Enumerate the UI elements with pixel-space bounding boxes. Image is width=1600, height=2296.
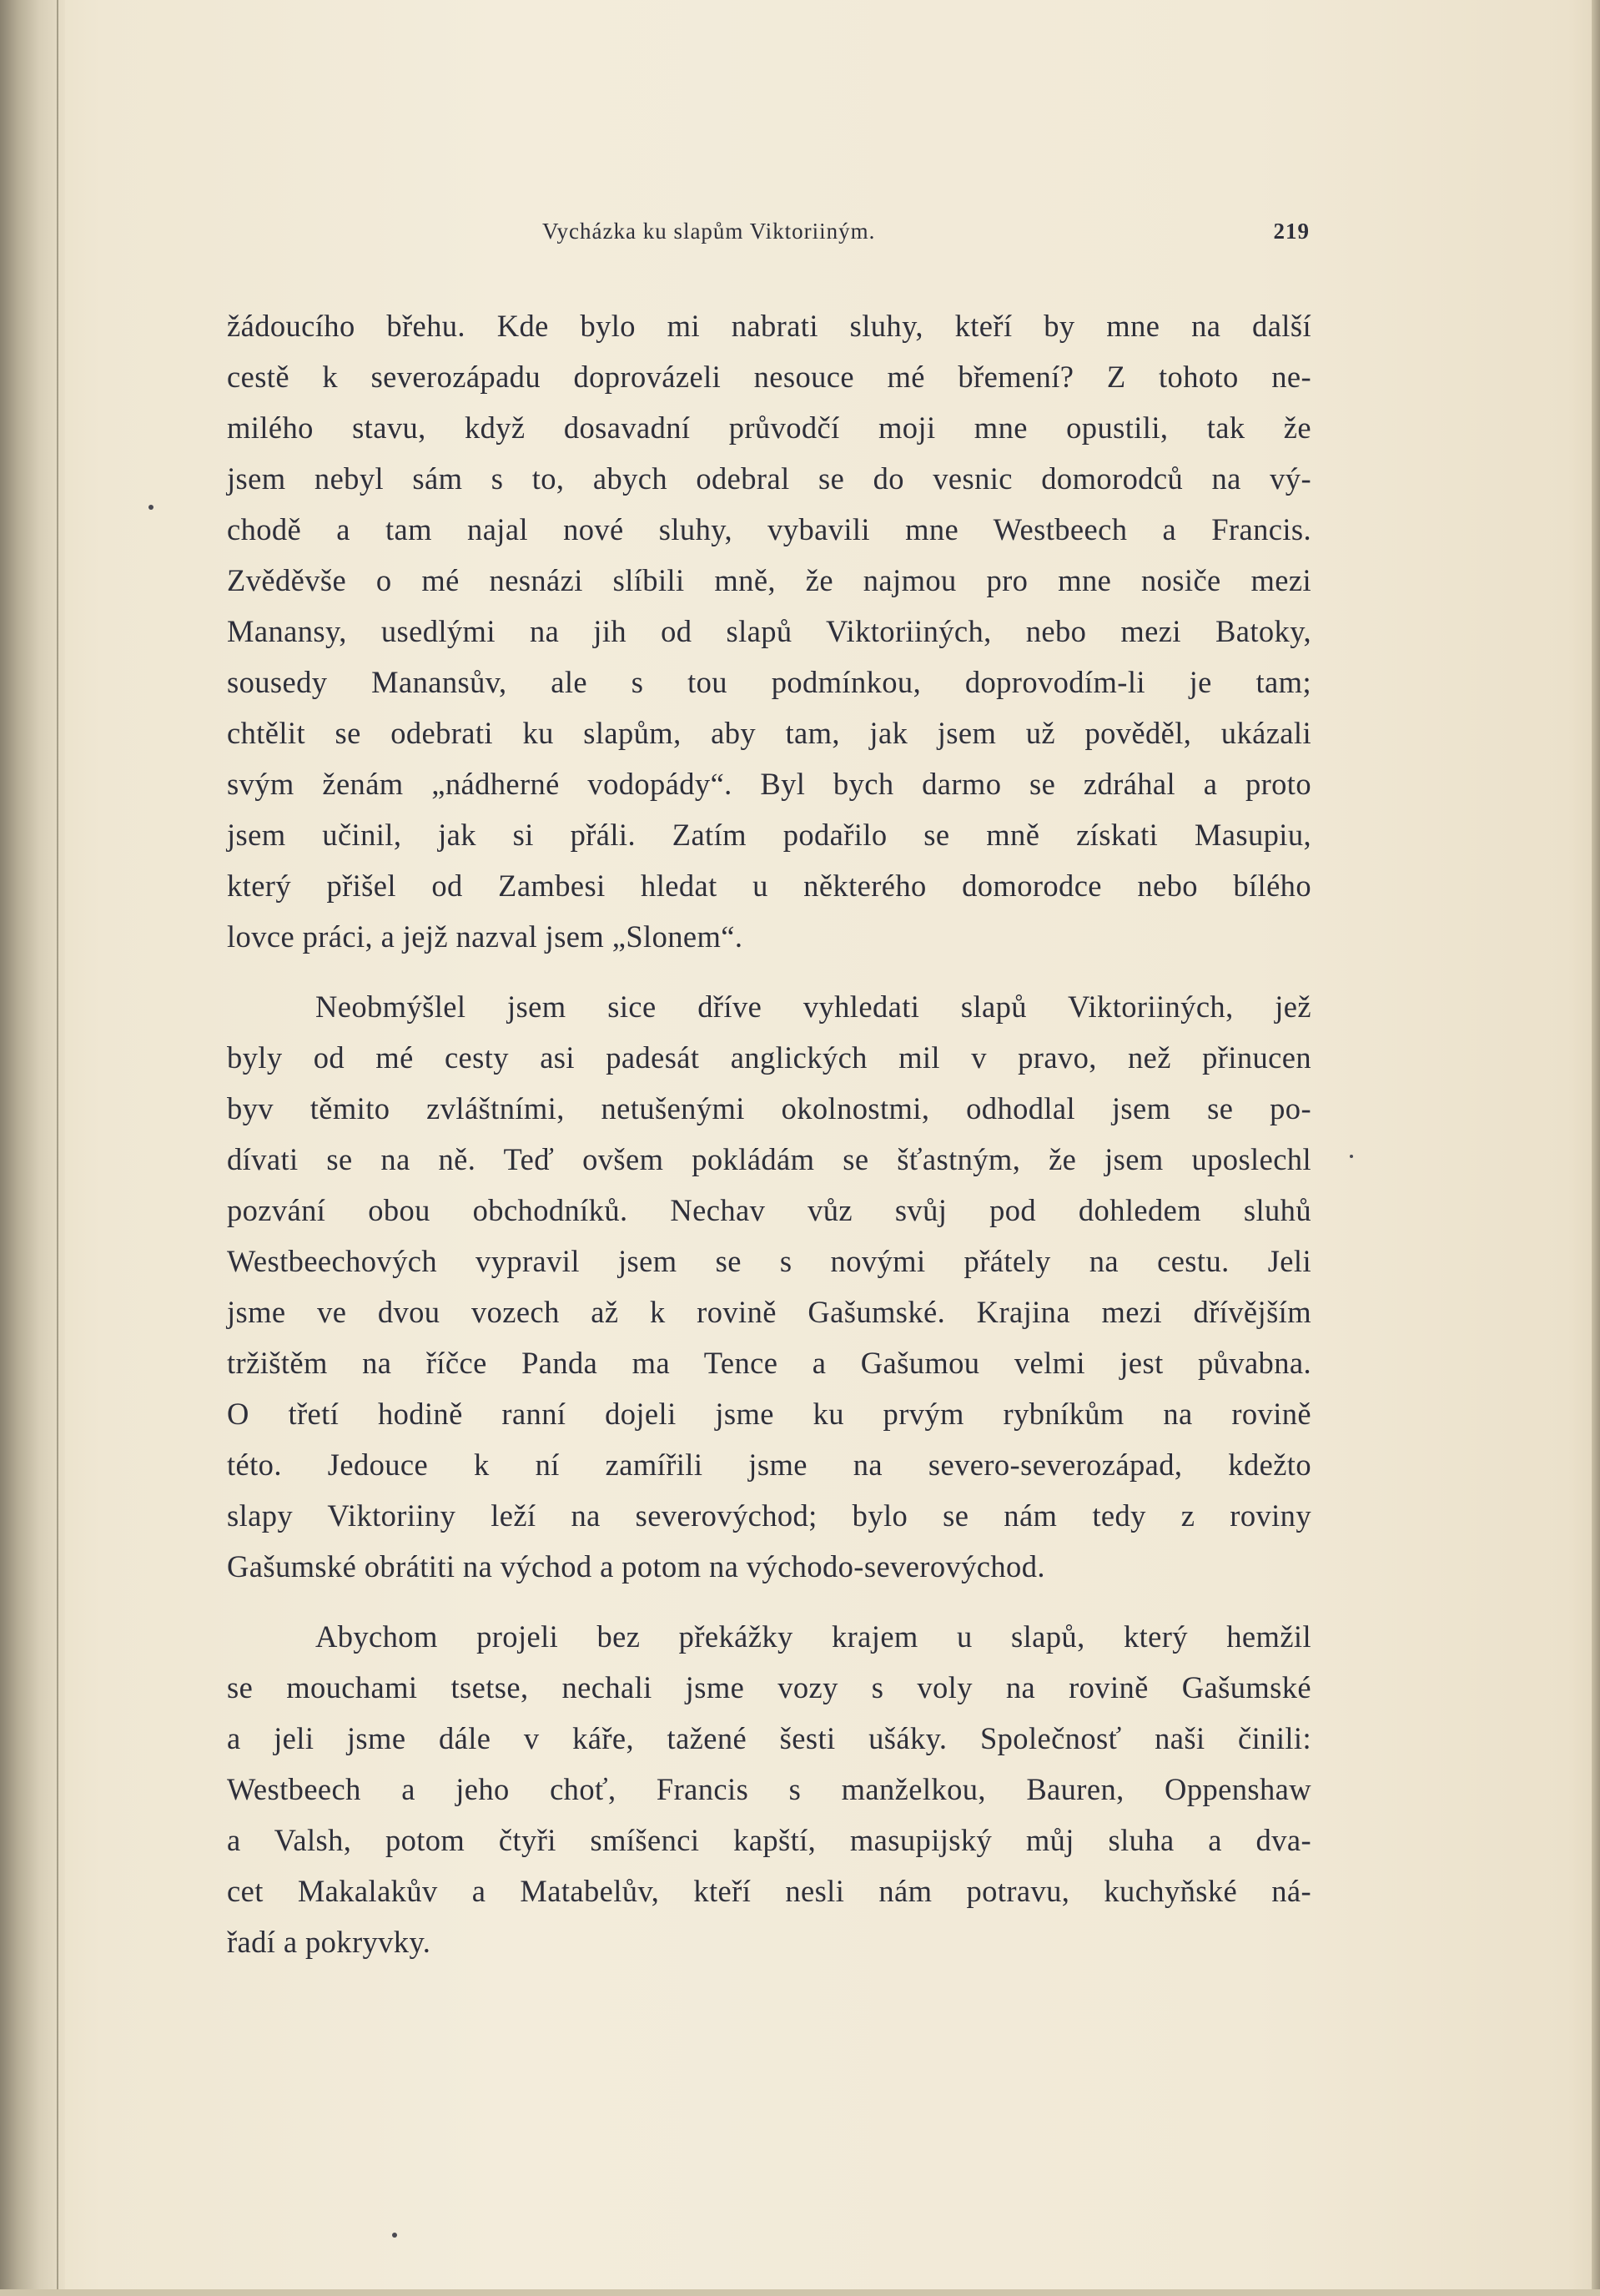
text-line: řadí a pokryvky. — [227, 1925, 431, 1959]
text-line: žádoucího břehu. Kde bylo mi nabrati sluhy, kteří by mne na další — [227, 309, 1311, 343]
text-line: svým ženám „nádherné vodopády“. Byl bych darmo se zdráhal a proto — [227, 767, 1311, 801]
text-line: pozvání obou obchodníků. Nechav vůz svůj pod dohledem sluhů — [227, 1193, 1311, 1227]
running-title: Vycházka ku slapům Viktoriiným. — [542, 219, 876, 244]
text-line: tržištěm na říčce Panda ma Tence a Gašumou velmi jest půvabna. — [227, 1346, 1311, 1380]
text-line: lovce práci, a jejž nazval jsem „Slonem“. — [227, 919, 743, 954]
text-line: cet Makalakův a Matabelův, kteří nesli nám potravu, kuchyňské ná- — [227, 1874, 1311, 1908]
text-line: chodě a tam najal nové sluhy, vybavili mne Westbeech a Francis. — [227, 512, 1311, 546]
text-line: Zvěděvše o mé nesnázi slíbili mně, že najmou pro mne nosiče mezi — [227, 563, 1311, 597]
text-line: a jeli jsme dále v káře, tažené šesti ušáky. Společnosť naši činili: — [227, 1721, 1311, 1755]
paragraph-2 — [227, 981, 1311, 1592]
text-line: se mouchami tsetse, nechali jsme vozy s voly na rovině Gašumské — [227, 1670, 1311, 1704]
text-line: milého stavu, když dosavadní průvodčí moji mne opustili, tak že — [227, 410, 1311, 445]
book-binding-shadow — [0, 0, 65, 2296]
paragraph-3 — [227, 1611, 1311, 1967]
text-line: dívati se na ně. Teď ovšem pokládám se šťastným, že jsem uposlechl — [227, 1142, 1311, 1176]
text-line: slapy Viktoriiny leží na severovýchod; bylo se nám tedy z roviny — [227, 1498, 1311, 1533]
text-line: Westbeech a jeho choť, Francis s manželkou, Bauren, Oppenshaw — [227, 1772, 1311, 1806]
text-line: O třetí hodině ranní dojeli jsme ku prvým rybníkům na rovině — [227, 1397, 1311, 1431]
text-line: byly od mé cesty asi padesát anglických mil v pravo, než přinucen — [227, 1040, 1311, 1075]
text-line: Neobmýšlel jsem sice dříve vyhledati slapů Viktoriiných, jež — [315, 989, 1311, 1024]
running-header — [234, 219, 1310, 249]
text-line: cestě k severozápadu doprovázeli nesouce mé břemení? Z tohoto ne- — [227, 360, 1311, 394]
text-line: jsem nebyl sám s to, abych odebral se do vesnic domorodců na vý- — [227, 461, 1311, 496]
text-line: a Valsh, potom čtyři smíšenci kapští, masupijský můj sluha a dva- — [227, 1823, 1311, 1857]
paragraph-gap — [227, 1592, 1311, 1611]
spine-line — [57, 0, 58, 2296]
body-text — [227, 300, 1311, 1967]
page-bottom-edge — [0, 2289, 1600, 2296]
text-line: Manansy, usedlými na jih od slapů Viktoriiných, nebo mezi Batoky, — [227, 614, 1311, 648]
ink-speck — [148, 505, 153, 510]
paragraph-1 — [227, 300, 1311, 962]
text-line: Gašumské obrátiti na východ a potom na východo-severovýchod. — [227, 1549, 1045, 1584]
text-line: chtělit se odebrati ku slapům, aby tam, jak jsem už pověděl, ukázali — [227, 716, 1311, 750]
ink-speck — [1350, 1155, 1353, 1158]
text-line: který přišel od Zambesi hledat u některého domorodce nebo bílého — [227, 869, 1311, 903]
text-line: jsme ve dvou vozech až k rovině Gašumské. Krajina mezi dřívějším — [227, 1295, 1311, 1329]
page-right-edge — [1592, 0, 1600, 2296]
paragraph-gap — [227, 962, 1311, 981]
page-number: 219 — [1273, 219, 1310, 244]
text-line: Abychom projeli bez překážky krajem u slapů, který hemžil — [315, 1619, 1311, 1654]
text-line: Westbeechových vypravil jsem se s novými přátely na cestu. Jeli — [227, 1244, 1311, 1278]
text-line: sousedy Manansův, ale s tou podmínkou, doprovodím-li je tam; — [227, 665, 1311, 699]
text-line: byv těmito zvláštními, netušenými okolnostmi, odhodlal jsem se po- — [227, 1091, 1311, 1125]
ink-speck — [392, 2233, 397, 2238]
text-line: této. Jedouce k ní zamířili jsme na severo-severozápad, kdežto — [227, 1448, 1311, 1482]
text-line: jsem učinil, jak si přáli. Zatím podařilo se mně získati Masupiu, — [227, 818, 1311, 852]
